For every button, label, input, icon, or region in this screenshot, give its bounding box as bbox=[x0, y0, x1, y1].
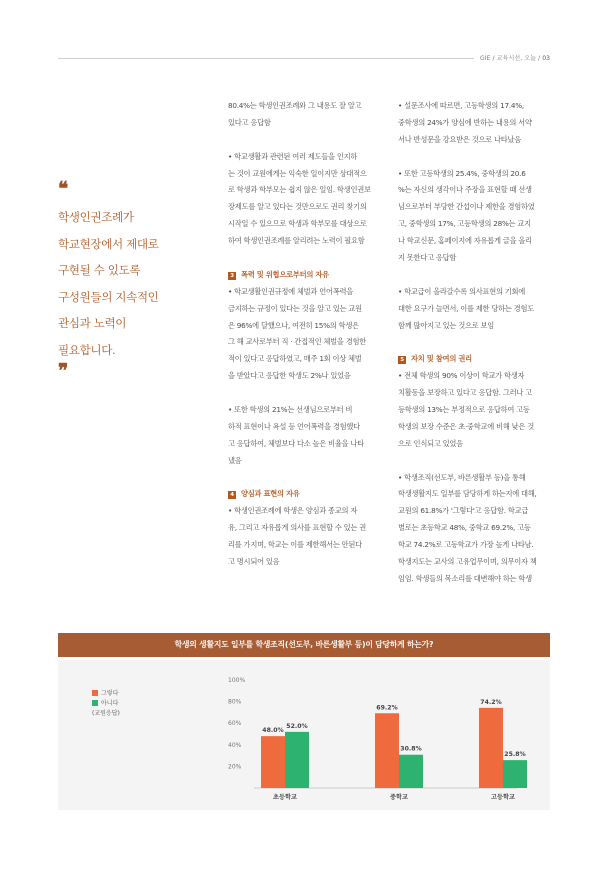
text-line: 교원의 61.8%가 '그렇다'고 응답함. 학교급 bbox=[398, 506, 529, 516]
text-line: %는 자신의 생각이나 주장을 표현할 때 선생 bbox=[398, 185, 532, 195]
bar-no bbox=[285, 732, 309, 788]
text-line: 80.4%는 학생인권조례와 그 내용도 잘 알고 bbox=[228, 101, 362, 110]
text-line: • 학생인권조례에 학생은 양심과 종교의 자 bbox=[228, 506, 358, 516]
text-line: • 전체 학생의 90% 이상이 학교가 학생자 bbox=[398, 371, 525, 381]
section-heading-4 bbox=[228, 486, 380, 503]
header-section: GIE / 교육시선, 오늘 / bbox=[480, 55, 541, 62]
pull-quote-line: 필요합니다. bbox=[58, 342, 116, 357]
text-line: 임임. 학생들의 목소리를 대변해야 하는 학생 bbox=[398, 573, 532, 583]
x-tick-label: 초등학교 bbox=[273, 794, 297, 801]
section-number-badge: 4 bbox=[228, 491, 236, 499]
bar-yes bbox=[375, 713, 399, 788]
page-number: 03 bbox=[542, 55, 551, 62]
text-line: 하여 학생인권조례를 알리려는 노력이 필요함 bbox=[228, 236, 365, 246]
text-line: • 학교생활과 관련된 여러 제도들을 인지하 bbox=[228, 151, 358, 161]
body-column-middle bbox=[228, 98, 380, 571]
text-line: 으로 인식되고 있었음 bbox=[398, 438, 463, 448]
legend-label: 아니다 bbox=[101, 700, 119, 707]
text-line: 학교 74.2%로 고등학교가 가장 높게 나타남. bbox=[398, 540, 534, 550]
chart-title: 학생의 생활지도 일부를 학생조직(선도부, 바른생활부 등)이 담당하게 하는가? bbox=[58, 633, 550, 657]
pull-quote-text bbox=[58, 204, 188, 364]
text-line: 학생지도는 교사의 고유업무이며, 의무이자 책 bbox=[398, 557, 537, 567]
text-line: 치활동을 보장하고 있다고 응답함. 그러나 고 bbox=[398, 388, 532, 398]
y-tick-label: 60% bbox=[228, 720, 242, 728]
bar-yes bbox=[261, 736, 285, 788]
text-line: 유, 그리고 자유롭게 의사를 표현할 수 있는 권 bbox=[228, 523, 367, 533]
text-line: 리를 가지며, 학교는 이를 제한해서는 안된다 bbox=[228, 540, 362, 550]
text-line: • 또한 고등학생의 25.4%, 중학생의 20.6 bbox=[398, 168, 526, 178]
data-label: 52.0% bbox=[286, 722, 308, 730]
section-title: 양심과 표현의 자유 bbox=[241, 489, 300, 499]
text-line: 로 학생과 학부모는 쉽지 않은 일임. 학생인권보 bbox=[228, 185, 371, 195]
text-line: • 학생조직(선도부, 바른생활부 등)을 통해 bbox=[398, 472, 526, 482]
section-heading-5 bbox=[398, 351, 550, 368]
y-tick-label: 20% bbox=[228, 763, 242, 771]
text-line: 등학생의 13%는 부정적으로 응답하여 고등 bbox=[398, 405, 530, 415]
text-line: 나 학교신문, 홈페이지에 자유롭게 글을 올리 bbox=[398, 236, 532, 246]
text-line: 고, 중학생의 17%, 고등학생의 28%는 교지 bbox=[398, 219, 531, 229]
pull-quote-line: 구성원들의 지속적인 bbox=[58, 289, 159, 304]
text-line: 지 못한다고 응답함 bbox=[398, 253, 457, 263]
data-label: 30.8% bbox=[400, 745, 422, 753]
section-number-badge: 3 bbox=[228, 272, 236, 280]
x-tick-label: 중학교 bbox=[390, 794, 408, 801]
text-line: 고 명시되어 있음 bbox=[228, 557, 280, 567]
data-label: 48.0% bbox=[262, 727, 284, 735]
bar-chart bbox=[58, 660, 550, 810]
section-title: 자치 및 참여의 권리 bbox=[411, 354, 472, 364]
text-line: • 학교생활인권규정에 체벌과 언어폭력을 bbox=[228, 286, 354, 296]
bar-yes bbox=[479, 708, 503, 788]
open-quote-icon: ❝ bbox=[58, 178, 69, 200]
body-column-right bbox=[398, 98, 550, 588]
section-number-badge: 5 bbox=[398, 356, 406, 364]
text-line: 는 것이 교원에게는 익숙한 일이지만 상대적으 bbox=[228, 168, 367, 178]
text-line: 별로는 초등학교 48%, 중학교 69.2%, 고등 bbox=[398, 523, 531, 533]
text-line: 적이 있다고 응답하였고, 매주 1회 이상 체벌 bbox=[228, 354, 362, 364]
text-line: 냈음 bbox=[228, 455, 242, 465]
pull-quote-line: 학교현장에서 제대로 bbox=[58, 236, 159, 251]
legend-note: (교원응답) bbox=[92, 710, 120, 717]
bar-no bbox=[399, 755, 423, 788]
data-label: 74.2% bbox=[480, 698, 502, 706]
text-line: 그 해 교사로부터 직 · 간접적인 체벌을 경험한 bbox=[228, 337, 367, 347]
text-line: 시작일 수 있으므로 학생과 학부모를 대상으로 bbox=[228, 219, 367, 229]
text-line: 있다고 응답함 bbox=[228, 117, 271, 127]
text-line: 하적 표현이나 욕설 등 언어폭력을 경험했다 bbox=[228, 421, 360, 431]
text-line: 함께 많아지고 있는 것으로 보임 bbox=[398, 320, 495, 330]
text-line: 장제도를 알고 있다는 것만으로도 권리 찾기의 bbox=[228, 202, 367, 212]
text-line: 서나 반성문을 강요받은 것으로 나타났음 bbox=[398, 134, 522, 144]
section-title: 폭력 및 위협으로부터의 자유 bbox=[241, 269, 329, 279]
y-tick-label: 40% bbox=[228, 741, 242, 749]
text-line: • 학교급이 올라갈수록 의사표현의 기회에 bbox=[398, 286, 526, 296]
text-line: 은 96%에 달했으나, 여전히 15%의 학생은 bbox=[228, 320, 359, 330]
text-line: 중학생의 24%가 양심에 반하는 내용의 서약 bbox=[398, 117, 532, 127]
text-line: • 또한 학생의 21%는 선생님으로부터 비 bbox=[228, 405, 353, 415]
section-heading-3 bbox=[228, 267, 380, 284]
y-tick-label: 80% bbox=[228, 698, 242, 706]
y-tick-label: 100% bbox=[228, 677, 246, 684]
text-line: 금지하는 규정이 있다는 것을 알고 있는 교원 bbox=[228, 303, 362, 313]
legend-label: 그렇다 bbox=[101, 690, 119, 697]
text-line: 고 응답하여, 체벌보다 다소 높은 비율을 나타 bbox=[228, 438, 364, 448]
x-tick-label: 고등학교 bbox=[491, 794, 515, 801]
text-line: 을 받았다고 응답한 학생도 2%나 있었음 bbox=[228, 371, 351, 381]
pull-quote-line: 학생인권조례가 bbox=[58, 210, 134, 224]
pull-quote-line: 관심과 노력이 bbox=[58, 316, 127, 331]
data-label: 25.8% bbox=[504, 751, 526, 759]
text-line: • 설문조사에 따르면, 고등학생의 17.4%, bbox=[398, 101, 524, 110]
text-line: 학생생활지도 일부를 담당하게 하는지에 대해, bbox=[398, 489, 537, 499]
text-line: 대한 요구가 늘면서, 이를 제한 당하는 경험도 bbox=[398, 303, 534, 313]
pull-quote-line: 구현될 수 있도록 bbox=[58, 263, 141, 278]
running-header bbox=[480, 53, 550, 62]
text-line: 님으로부터 부당한 간섭이나 제한을 경험하였 bbox=[398, 202, 535, 212]
data-label: 69.2% bbox=[376, 704, 398, 712]
bar-no bbox=[503, 760, 527, 788]
text-line: 학생의 보장 수준은 초·중학교에 비해 낮은 것 bbox=[398, 421, 534, 431]
close-quote-icon: ❞ bbox=[58, 360, 69, 382]
header-rule bbox=[58, 58, 474, 59]
